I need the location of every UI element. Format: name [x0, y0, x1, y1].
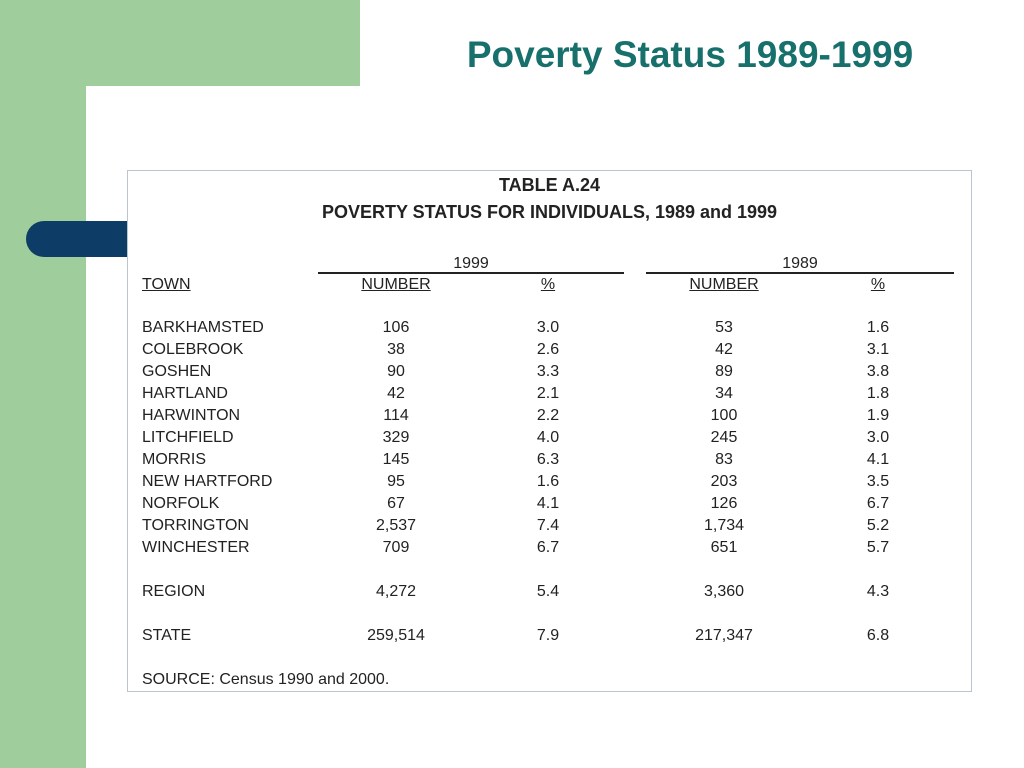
- cell-number-1989: 126: [710, 495, 738, 512]
- header-number-1989: NUMBER: [689, 276, 759, 293]
- cell-number-1989: 34: [715, 385, 733, 402]
- cell-number-1989: 3,360: [703, 583, 745, 600]
- cell-number-1989: 53: [715, 319, 733, 336]
- cell-percent-1999: 3.3: [536, 363, 560, 380]
- cell-percent-1999: 1.6: [536, 473, 560, 490]
- cell-number-1999: 145: [382, 451, 410, 468]
- table-title: TABLE A.24: [498, 175, 600, 195]
- cell-number-1989: 100: [710, 407, 738, 424]
- cell-percent-1989: 4.1: [866, 451, 890, 468]
- cell-percent-1999: 7.4: [536, 517, 560, 534]
- year-1999-label: 1999: [453, 255, 489, 272]
- poverty-table-image: [127, 170, 972, 692]
- cell-number-1999: 329: [382, 429, 410, 446]
- year-1989-label: 1989: [782, 255, 818, 272]
- cell-percent-1999: 3.0: [536, 319, 560, 336]
- cell-town: COLEBROOK: [142, 341, 244, 358]
- cell-percent-1999: 4.0: [536, 429, 560, 446]
- cell-number-1999: 106: [382, 319, 410, 336]
- cell-percent-1999: 4.1: [536, 495, 560, 512]
- header-number-1999: NUMBER: [361, 276, 431, 293]
- cell-number-1989: 1,734: [703, 517, 745, 534]
- cell-town: STATE: [142, 627, 192, 644]
- green-sidebar-band: [0, 0, 86, 768]
- cell-percent-1989: 3.5: [866, 473, 890, 490]
- cell-number-1999: 90: [387, 363, 405, 380]
- green-top-band: [0, 0, 360, 86]
- cell-percent-1999: 6.3: [536, 451, 560, 468]
- cell-percent-1989: 3.0: [866, 429, 890, 446]
- cell-percent-1989: 3.8: [866, 363, 890, 380]
- cell-number-1989: 203: [710, 473, 738, 490]
- cell-percent-1999: 2.6: [536, 341, 560, 358]
- cell-number-1989: 83: [715, 451, 733, 468]
- cell-percent-1989: 6.8: [866, 627, 890, 644]
- cell-number-1989: 89: [715, 363, 733, 380]
- cell-number-1999: 4,272: [375, 583, 417, 600]
- cell-town: WINCHESTER: [142, 539, 250, 556]
- cell-town: NEW HARTFORD: [142, 473, 273, 490]
- cell-percent-1989: 4.3: [866, 583, 890, 600]
- cell-town: HARWINTON: [142, 407, 241, 424]
- cell-town: HARTLAND: [142, 385, 228, 402]
- header-percent-1999: %: [540, 276, 556, 293]
- year-1999-rule: [318, 272, 624, 274]
- cell-percent-1989: 5.7: [866, 539, 890, 556]
- cell-percent-1999: 7.9: [536, 627, 560, 644]
- cell-town: MORRIS: [142, 451, 206, 468]
- cell-number-1999: 709: [382, 539, 410, 556]
- cell-number-1989: 245: [710, 429, 738, 446]
- cell-town: GOSHEN: [142, 363, 212, 380]
- cell-town: BARKHAMSTED: [142, 319, 264, 336]
- cell-town: NORFOLK: [142, 495, 220, 512]
- cell-number-1999: 2,537: [375, 517, 417, 534]
- cell-number-1989: 217,347: [695, 627, 753, 644]
- cell-percent-1999: 5.4: [536, 583, 560, 600]
- header-town: TOWN: [142, 276, 191, 293]
- year-1989-rule: [646, 272, 954, 274]
- content-corner: [86, 86, 146, 146]
- cell-percent-1989: 1.9: [866, 407, 890, 424]
- table-source-note: SOURCE: Census 1990 and 2000.: [142, 671, 390, 688]
- cell-percent-1999: 6.7: [536, 539, 560, 556]
- cell-percent-1999: 2.2: [536, 407, 560, 424]
- header-percent-1989: %: [870, 276, 886, 293]
- cell-percent-1999: 2.1: [536, 385, 560, 402]
- cell-town: TORRINGTON: [142, 517, 249, 534]
- cell-town: LITCHFIELD: [142, 429, 234, 446]
- cell-percent-1989: 1.8: [866, 385, 890, 402]
- cell-number-1989: 42: [715, 341, 733, 358]
- cell-town: REGION: [142, 583, 206, 600]
- table-subtitle: POVERTY STATUS FOR INDIVIDUALS, 1989 and 1999: [321, 202, 778, 222]
- cell-number-1989: 651: [710, 539, 738, 556]
- cell-percent-1989: 3.1: [866, 341, 890, 358]
- cell-number-1999: 38: [387, 341, 405, 358]
- cell-percent-1989: 5.2: [866, 517, 890, 534]
- cell-number-1999: 95: [387, 473, 405, 490]
- cell-number-1999: 42: [387, 385, 405, 402]
- cell-percent-1989: 6.7: [866, 495, 890, 512]
- cell-percent-1989: 1.6: [866, 319, 890, 336]
- cell-number-1999: 114: [383, 407, 409, 424]
- slide-title: Poverty Status 1989-1999: [466, 34, 914, 75]
- cell-number-1999: 259,514: [367, 627, 425, 644]
- cell-number-1999: 67: [387, 495, 405, 512]
